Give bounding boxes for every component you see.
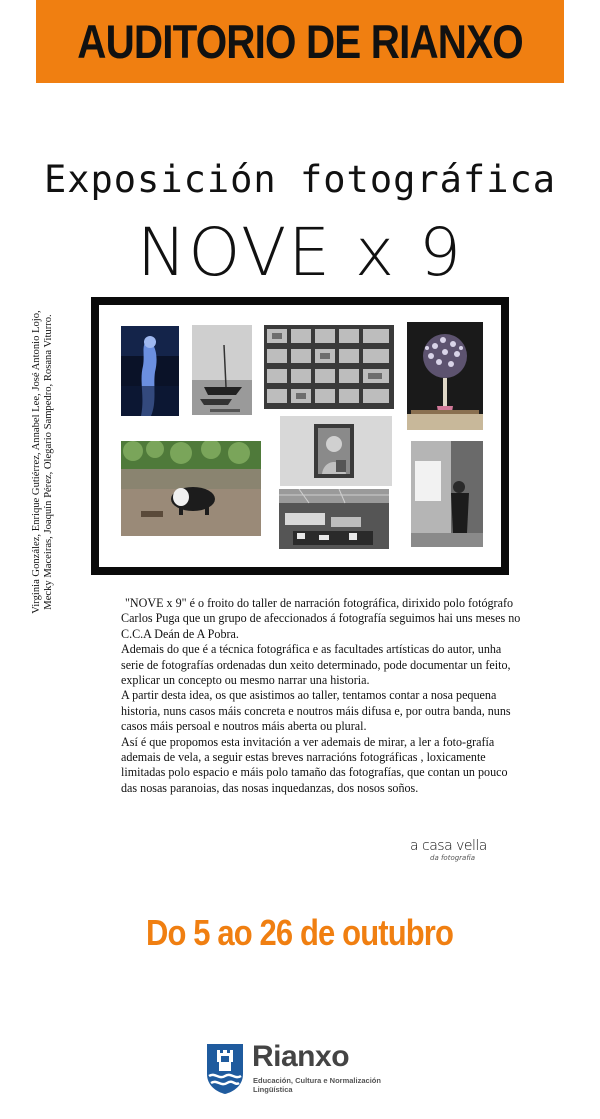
exhibition-name: NOVE x 9 (136, 214, 464, 291)
rianxo-logo (205, 1042, 405, 1102)
exhibition-subtitle: Exposición fotográfica (43, 158, 557, 201)
description-paragraph-3: A partir desta idea, os que asistimos ao taller, tentamos contar a nosa pequena historia, nuns casos máis concreta e noutros máis difusa e, por outra banda, nuns casos máis persoal e noutros máis aberta ou plural. (121, 688, 511, 734)
description-text (121, 596, 521, 796)
signature-sub: da fotografía (430, 854, 476, 862)
logo-subtitle (253, 1076, 381, 1094)
venue-title: AUDITORIO DE RIANXO (77, 15, 523, 68)
header-banner (36, 0, 564, 83)
rianxo-shield-icon (205, 1042, 245, 1094)
person-window-photo (411, 441, 483, 547)
description-paragraph-2: Ademais do que é a técnica fotográfica e as facultades artísticas do autor, unha serie de fotografías ordenadas dun xeito determinado, pode documentar un feito, explicar un concepto ou mesmo narrar una historia. (121, 642, 511, 688)
photo-frame (91, 297, 509, 575)
description-paragraph-4: Así é que propomos esta invitación a ver ademais de mirar, a ler a foto-grafía ademais de vela, a seguir estas breves narracións fotográficas , loxicamente limitadas polo espacio e máis polo tamaño das fotografías, que contan un pouco das nosas paranoias, das nosas inquedanzas, dos nosos soños. (121, 734, 508, 795)
workshop-room-photo (279, 489, 389, 549)
authors-line-2: Mecky Maceiras, Joaquín Pérez, Olegario Sampedro, Rosana Viturro. (43, 314, 54, 610)
exhibition-dates (0, 912, 600, 954)
framed-portrait-photo (280, 416, 392, 486)
shelves-grid-photo (264, 325, 394, 409)
signature-logo (410, 838, 500, 862)
logo-subtitle-2: Lingüística (253, 1085, 293, 1094)
authors-line-1: Virginia González, Enrique Gutiérrez, Annabel Lee, José Antonio Lojo, (31, 310, 42, 614)
foggy-boats-photo (192, 325, 252, 415)
signature-main: a casa vella (410, 838, 487, 854)
dates-text: Do 5 ao 26 de outubro (146, 912, 454, 953)
description-paragraph-1: "NOVE x 9" é o froito do taller de narración fotográfica, dirixido polo fotógrafo Carlos Puga que un grupo de afeccionados á fotografía seguimos hai uns meses no C.C.A Deán de A Pobra. (121, 596, 521, 641)
butterfly-tree-photo (407, 322, 483, 430)
logo-subtitle-1: Educación, Cultura e Normalización (253, 1076, 381, 1085)
pig-garden-photo (121, 441, 261, 536)
authors-list (31, 262, 55, 662)
blue-figure-photo (121, 326, 179, 416)
logo-name: Rianxo (252, 1040, 350, 1073)
